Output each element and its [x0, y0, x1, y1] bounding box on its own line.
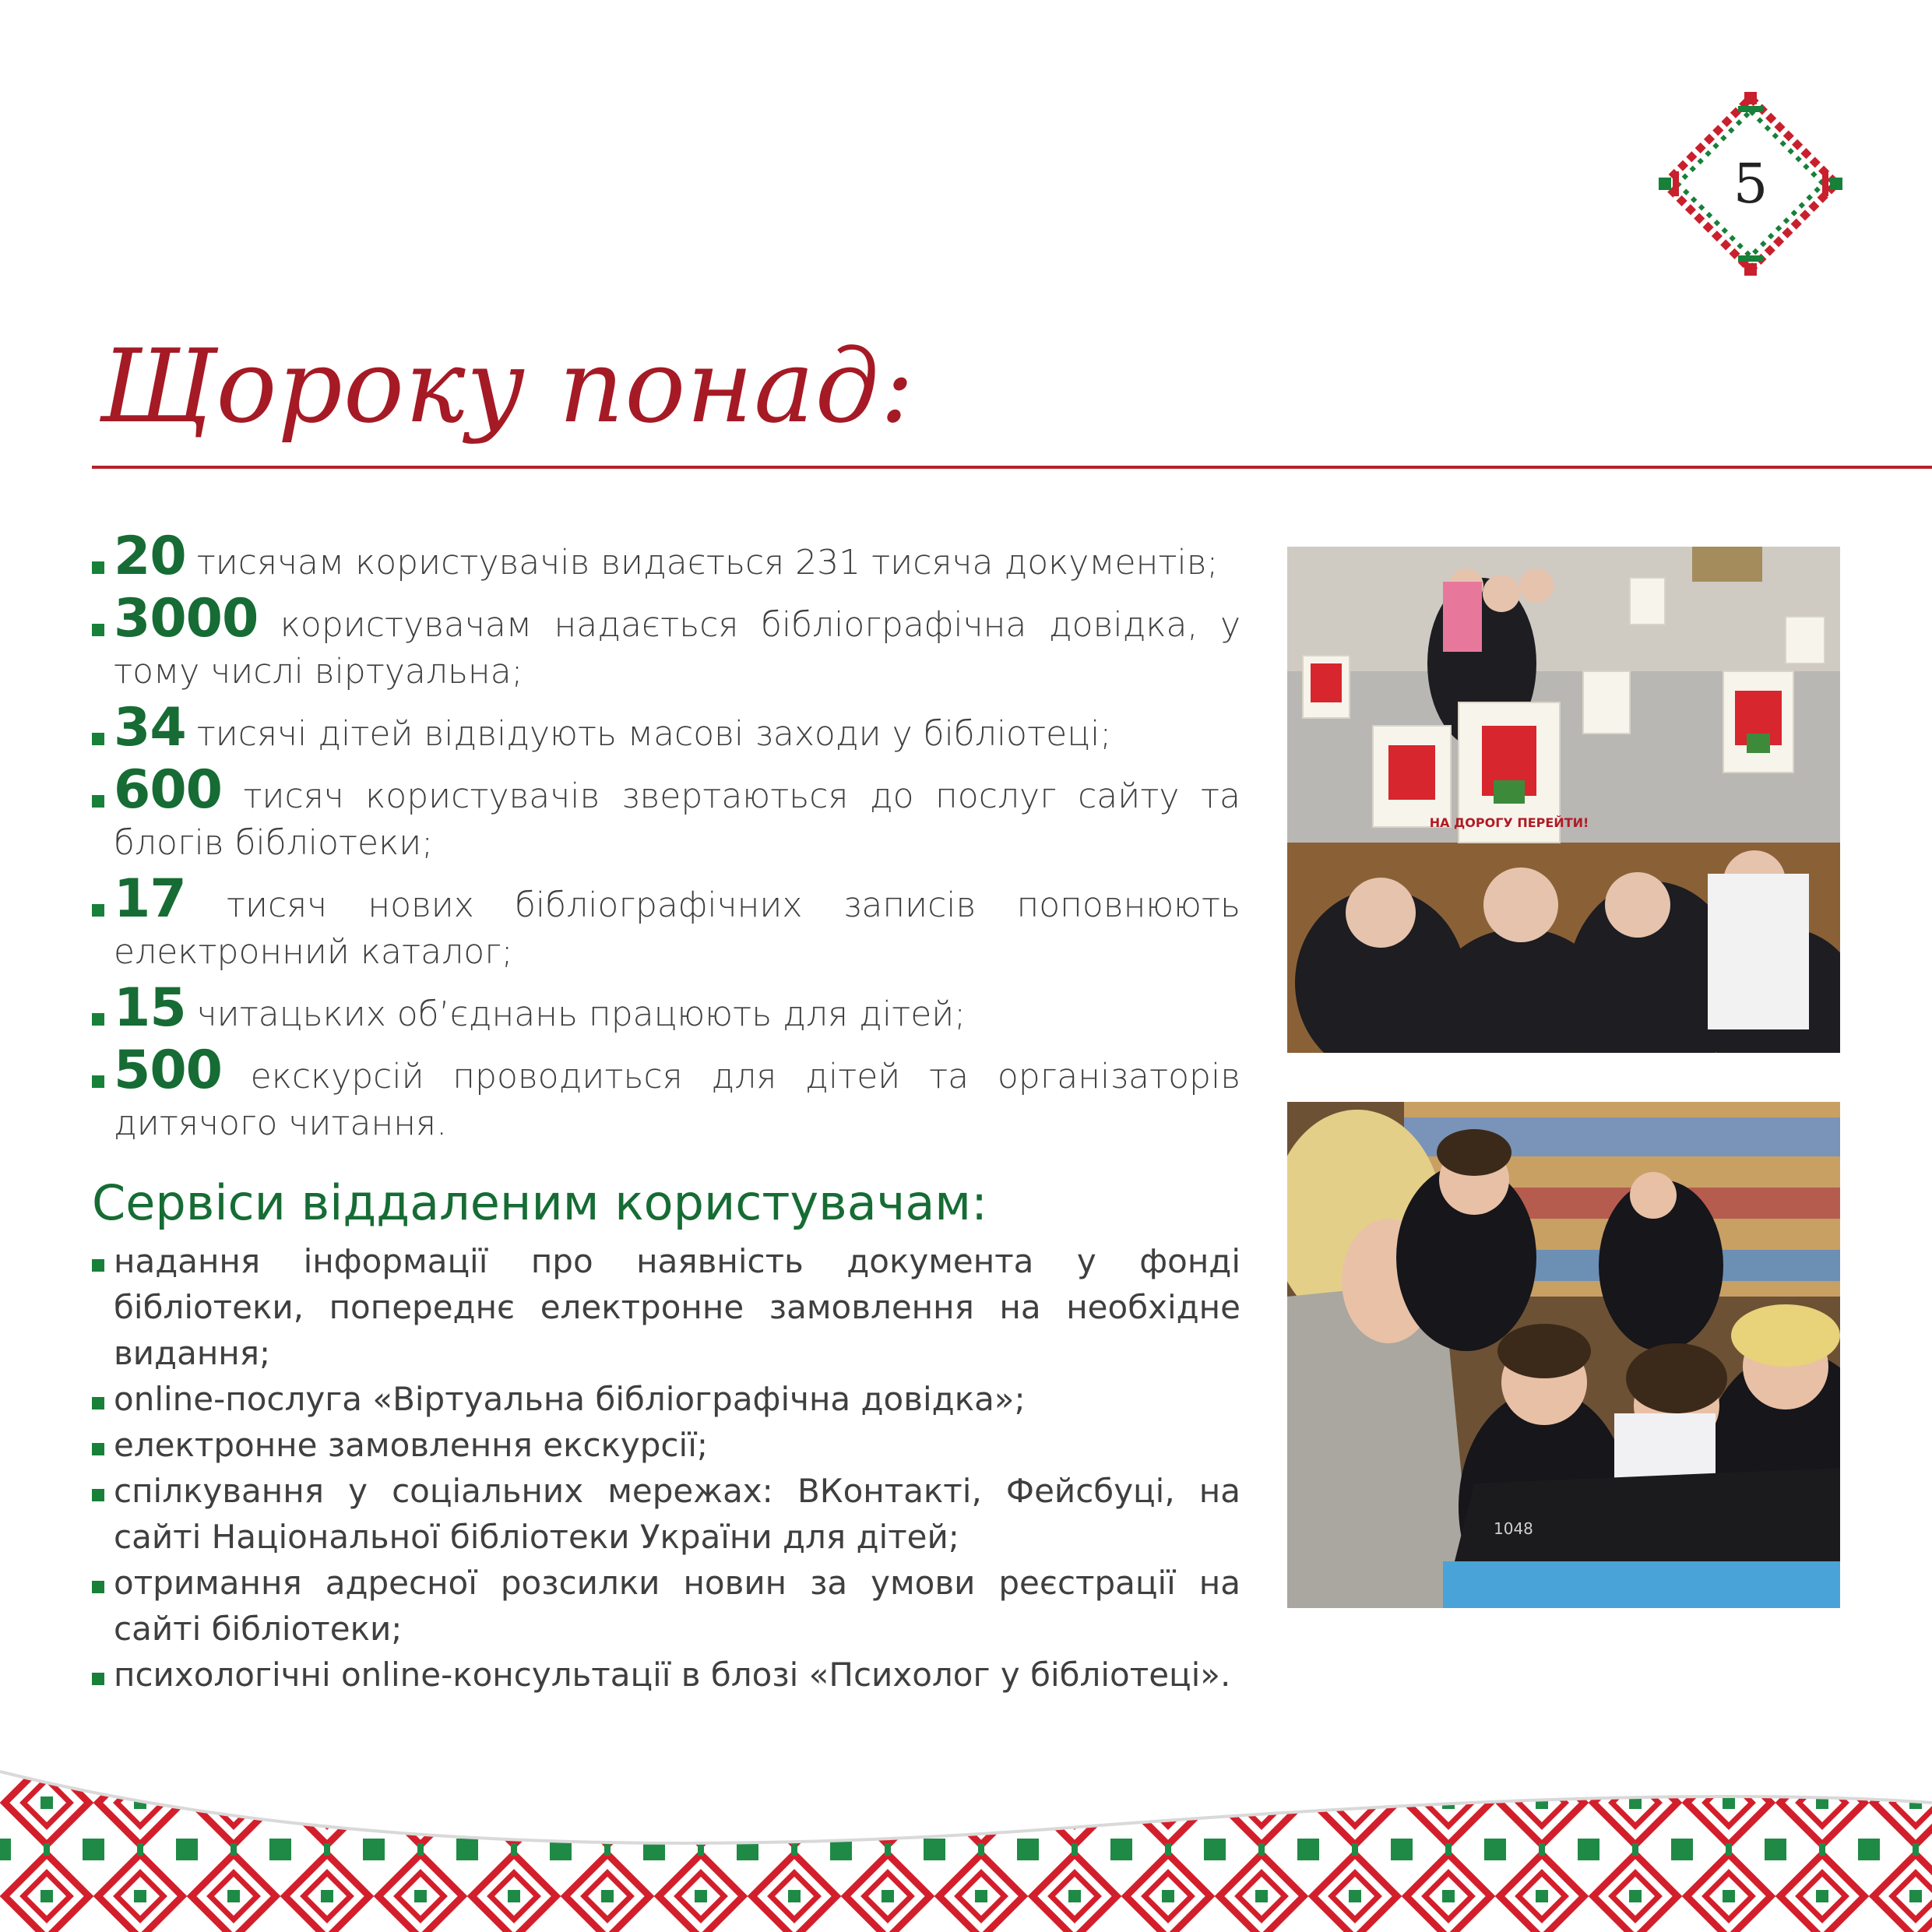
embroidered-border-ornament	[0, 1756, 1932, 1932]
page-number: 5	[1733, 152, 1768, 216]
square-bullet-icon	[92, 1489, 104, 1501]
monitor-label: 1048	[1494, 1519, 1533, 1538]
service-text: отримання адресної розсилки новин за умови реєстрації на сайті бібліотеки;	[114, 1564, 1240, 1648]
service-text: надання інформації про наявність документа у фонді бібліотеки, попереднє електронне замовлення на необхідне видання;	[114, 1242, 1240, 1372]
stat-text: екскурсій проводиться для дітей та організаторів дитячого читання.	[114, 1057, 1240, 1143]
list-item	[92, 977, 1240, 1039]
stat-text: тисяч користувачів звертаються до послуг сайту та блогів бібліотеки;	[114, 776, 1240, 863]
list-item	[92, 759, 1240, 867]
stat-value: 17	[114, 868, 186, 930]
list-item	[92, 1422, 1240, 1468]
stats-list	[92, 526, 1240, 1156]
list-item	[92, 1468, 1240, 1560]
list-item	[92, 526, 1240, 587]
stat-text: тисячам користувачів видається 231 тисяча документів;	[196, 543, 1219, 582]
service-text: психологічні online-консультації в блозі «Психолог у бібліотеці».	[114, 1656, 1231, 1694]
square-bullet-icon	[92, 561, 104, 574]
square-bullet-icon	[92, 1013, 104, 1026]
square-bullet-icon	[92, 1581, 104, 1593]
service-text: online-послуга «Віртуальна бібліографічна довідка»;	[114, 1380, 1026, 1418]
square-bullet-icon	[92, 1443, 104, 1455]
photo-children-at-computer	[1287, 1102, 1840, 1608]
square-bullet-icon	[92, 795, 104, 808]
services-heading: Сервіси віддаленим користувачам:	[92, 1174, 987, 1231]
page-title: Щороку понад:	[100, 327, 915, 445]
list-item	[92, 1040, 1240, 1147]
stat-value: 34	[114, 697, 186, 758]
card-caption: НА ДОРОГУ ПЕРЕЙТИ!	[1429, 815, 1589, 830]
photo-children-with-cards	[1287, 547, 1840, 1053]
stat-value: 20	[114, 526, 186, 587]
list-item	[92, 1652, 1240, 1698]
services-list	[92, 1238, 1240, 1698]
square-bullet-icon	[92, 733, 104, 745]
title-divider	[92, 466, 1932, 469]
list-item	[92, 1376, 1240, 1422]
stat-text: читацьких об’єднань працюють для дітей;	[196, 994, 966, 1034]
square-bullet-icon	[92, 1259, 104, 1272]
list-item	[92, 1560, 1240, 1652]
list-item	[92, 868, 1240, 976]
square-bullet-icon	[92, 904, 104, 917]
square-bullet-icon	[92, 1075, 104, 1088]
stat-value: 3000	[114, 588, 259, 649]
stat-value: 500	[114, 1040, 222, 1101]
stat-value: 15	[114, 977, 186, 1039]
stat-value: 600	[114, 759, 222, 821]
square-bullet-icon	[92, 1397, 104, 1409]
service-text: спілкування у соціальних мережах: ВКонтакті, Фейсбуці, на сайті Національної бібліотеки України для дітей;	[114, 1472, 1240, 1556]
list-item	[92, 697, 1240, 758]
square-bullet-icon	[92, 1673, 104, 1685]
list-item	[92, 1238, 1240, 1376]
stat-text: тисячі дітей відвідують масові заходи у бібліотеці;	[196, 714, 1112, 754]
stat-text: тисяч нових бібліографічних записів поповнюють електронний каталог;	[114, 885, 1240, 972]
square-bullet-icon	[92, 624, 104, 636]
stat-text: користувачам надається бібліографічна довідка, у тому числі віртуальна;	[114, 605, 1240, 692]
list-item	[92, 588, 1240, 695]
service-text: електронне замовлення екскурсії;	[114, 1426, 709, 1464]
